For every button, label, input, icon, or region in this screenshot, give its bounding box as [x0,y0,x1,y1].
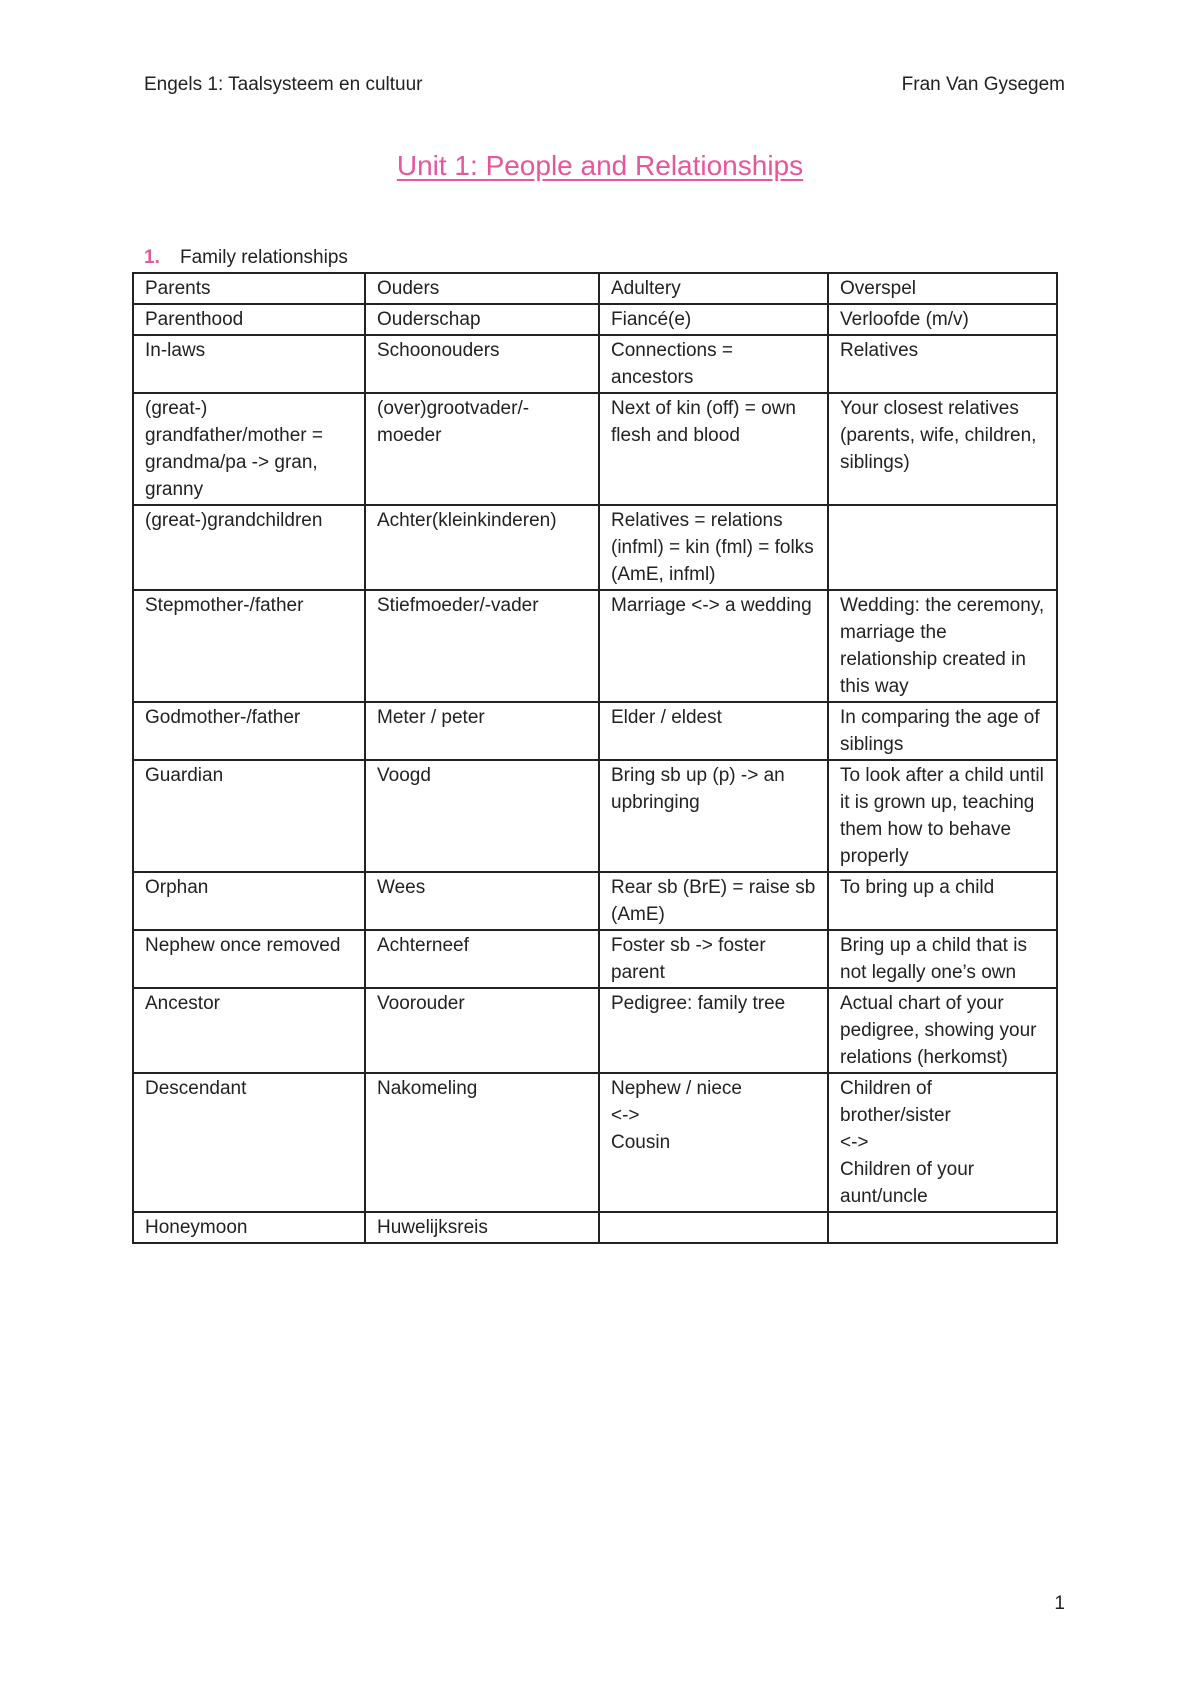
table-cell: Godmother-/father [133,702,365,760]
page-number: 1 [1054,1593,1065,1614]
table-cell: Bring up a child that is not legally one’s own [828,930,1057,988]
table-cell: Descendant [133,1073,365,1212]
table-cell: Verloofde (m/v) [828,304,1057,335]
table-row [133,273,1057,304]
header-course: Engels 1: Taalsysteem en cultuur [144,74,423,95]
section-label: Family relationships [180,247,348,268]
table-row [133,930,1057,988]
section-heading [144,247,348,269]
table-row [133,1212,1057,1243]
table-cell: Relatives [828,335,1057,393]
table-cell: Stiefmoeder/-vader [365,590,599,702]
table-cell: Ouders [365,273,599,304]
table-cell: Your closest relatives (parents, wife, children, siblings) [828,393,1057,505]
table-cell: Ancestor [133,988,365,1073]
table-cell: Ouderschap [365,304,599,335]
table-row [133,590,1057,702]
table-cell: Orphan [133,872,365,930]
table-cell: Elder / eldest [599,702,828,760]
table-cell: Voorouder [365,988,599,1073]
table-cell: Schoonouders [365,335,599,393]
table-cell: Voogd [365,760,599,872]
table-row [133,988,1057,1073]
table-cell: (great-)grandchildren [133,505,365,590]
table-cell: (great-) grandfather/mother = grandma/pa -> gran, granny [133,393,365,505]
table-cell: Relatives = relations (infml) = kin (fml) = folks (AmE, infml) [599,505,828,590]
table-cell: In-laws [133,335,365,393]
table-cell: Achterneef [365,930,599,988]
section-number: 1. [144,247,160,268]
table-cell: Marriage <-> a wedding [599,590,828,702]
table-cell: Rear sb (BrE) = raise sb (AmE) [599,872,828,930]
table-cell: Parents [133,273,365,304]
table-row [133,335,1057,393]
table-cell: Bring sb up (p) -> an upbringing [599,760,828,872]
table-cell: Pedigree: family tree [599,988,828,1073]
table-cell: Wees [365,872,599,930]
table-cell: Connections = ancestors [599,335,828,393]
table-cell: Actual chart of your pedigree, showing your relations (herkomst) [828,988,1057,1073]
table-cell: Foster sb -> foster parent [599,930,828,988]
table-row [133,760,1057,872]
vocabulary-table-body [133,273,1057,1243]
table-cell: Nephew once removed [133,930,365,988]
table-cell: Children of brother/sister <-> Children of your aunt/uncle [828,1073,1057,1212]
table-row [133,505,1057,590]
table-cell: Nephew / niece <-> Cousin [599,1073,828,1212]
table-cell: Huwelijksreis [365,1212,599,1243]
table-cell: To bring up a child [828,872,1057,930]
table-cell: Meter / peter [365,702,599,760]
table-cell [828,505,1057,590]
table-row [133,393,1057,505]
table-cell: Fiancé(e) [599,304,828,335]
table-cell: Overspel [828,273,1057,304]
table-cell: Stepmother-/father [133,590,365,702]
table-cell: In comparing the age of siblings [828,702,1057,760]
page-title: Unit 1: People and Relationships [396,150,804,181]
table-cell: Parenthood [133,304,365,335]
table-cell: (over)grootvader/-moeder [365,393,599,505]
table-row [133,702,1057,760]
table-cell: Guardian [133,760,365,872]
table-cell [828,1212,1057,1243]
table-cell: Nakomeling [365,1073,599,1212]
table-cell: Adultery [599,273,828,304]
table-row [133,304,1057,335]
table-row [133,872,1057,930]
table-cell: Honeymoon [133,1212,365,1243]
header-author: Fran Van Gysegem [901,74,1065,95]
vocabulary-table [132,272,1058,1244]
table-cell [599,1212,828,1243]
table-cell: Achter(kleinkinderen) [365,505,599,590]
table-row [133,1073,1057,1212]
table-cell: Next of kin (off) = own flesh and blood [599,393,828,505]
table-cell: Wedding: the ceremony, marriage the relationship created in this way [828,590,1057,702]
table-cell: To look after a child until it is grown up, teaching them how to behave properly [828,760,1057,872]
